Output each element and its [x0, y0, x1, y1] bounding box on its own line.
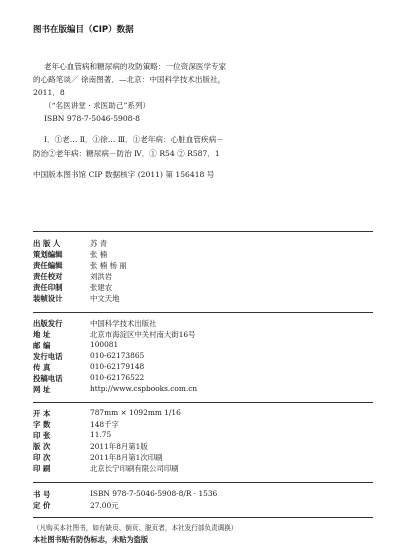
spec-value: 787mm × 1092mm 1/16 [90, 408, 181, 417]
publisher-label: 传 真 [33, 363, 51, 372]
divider [33, 312, 373, 313]
spec-label: 印 刷 [33, 464, 51, 473]
credit-value: 刘洪岩 [90, 272, 113, 281]
publisher-label: 邮 编 [33, 341, 51, 350]
credit-label: 责任印制 [33, 283, 63, 292]
price-label: 定 价 [33, 501, 51, 510]
cip-classification: Ⅰ．①老… Ⅱ．①徐… Ⅲ．①老年病：心脏血管疾病－ [44, 135, 224, 144]
cip-heading: 图书在版编目（CIP）数据 [33, 25, 134, 35]
spec-label: 开 本 [33, 409, 51, 418]
publisher-label: 地 址 [33, 330, 51, 339]
credit-label: 责任校对 [33, 272, 63, 281]
spec-label: 印 张 [33, 431, 51, 440]
divider [33, 231, 373, 232]
cip-line: 老年心血管病和糖尿病的攻防策略：一位资深医学专家 [44, 62, 227, 71]
anti-piracy-warning: 本社图书贴有防伪标志，未贴为盗版 [33, 535, 149, 544]
credit-value: 张 楠 [90, 250, 108, 259]
credit-label: 出 版 人 [33, 239, 61, 248]
publisher-value: 中国科学技术出版社 [90, 319, 157, 328]
publisher-label: 投稿电话 [33, 374, 63, 383]
spec-value: 2011年8月第1版 [90, 442, 148, 451]
spec-value: 148千字 [90, 420, 119, 429]
credit-label: 装帧设计 [33, 294, 63, 303]
replacement-notice: （凡购买本社图书，如有缺页、倒页、脱页者，本社发行部负责调换） [33, 524, 238, 532]
credit-value: 张 楠 杨 丽 [90, 261, 127, 270]
divider [33, 402, 373, 403]
publisher-value: 100081 [90, 340, 119, 349]
spec-value: 11.75 [90, 430, 112, 439]
website-link[interactable]: http://www.cspbooks.com.cn [90, 384, 198, 393]
spec-label: 印 次 [33, 453, 51, 462]
publisher-value: 010-62176522 [90, 373, 145, 382]
credit-value: 苏 青 [90, 239, 108, 248]
credit-label: 策划编辑 [33, 250, 63, 259]
divider [33, 482, 373, 483]
spec-value: 2011年8月第1次印刷 [90, 453, 163, 462]
isbn-value: ISBN 978-7-5046-5908-8/R · 1536 [90, 489, 218, 498]
publisher-value: 010-62179148 [90, 362, 145, 371]
publisher-label: 发行电话 [33, 352, 63, 361]
cip-series: （“名医讲堂 · 求医助己”系列） [44, 101, 151, 110]
isbn-label: 书 号 [33, 490, 51, 499]
publisher-value: 北京市海淀区中关村南大街16号 [90, 330, 196, 339]
publisher-label: 网 址 [33, 385, 51, 394]
publisher-label: 出版发行 [33, 319, 63, 328]
spec-label: 字 数 [33, 420, 51, 429]
credit-value: 张建农 [90, 283, 113, 292]
credit-value: 中文天地 [90, 294, 120, 303]
spec-label: 版 次 [33, 442, 51, 451]
cip-classification: 防治②老年病：糖尿病－防治 Ⅳ．① R54 ② R587．1 [33, 149, 220, 158]
publisher-value: 010-62173865 [90, 351, 145, 360]
cip-line: 2011．8 [33, 88, 65, 97]
cip-record-number: 中国版本图书馆 CIP 数据核字 (2011) 第 156418 号 [33, 170, 215, 179]
divider [33, 517, 373, 518]
cip-isbn: ISBN 978-7-5046-5908-8 [44, 114, 140, 123]
cip-line: 的心路笔谈／ 徐南图著．—北京：中国科学技术出版社， [33, 75, 226, 84]
spec-value: 北京长宁印刷有限公司印刷 [90, 464, 179, 473]
price-value: 27.00元 [90, 501, 119, 510]
credit-label: 责任编辑 [33, 261, 63, 270]
